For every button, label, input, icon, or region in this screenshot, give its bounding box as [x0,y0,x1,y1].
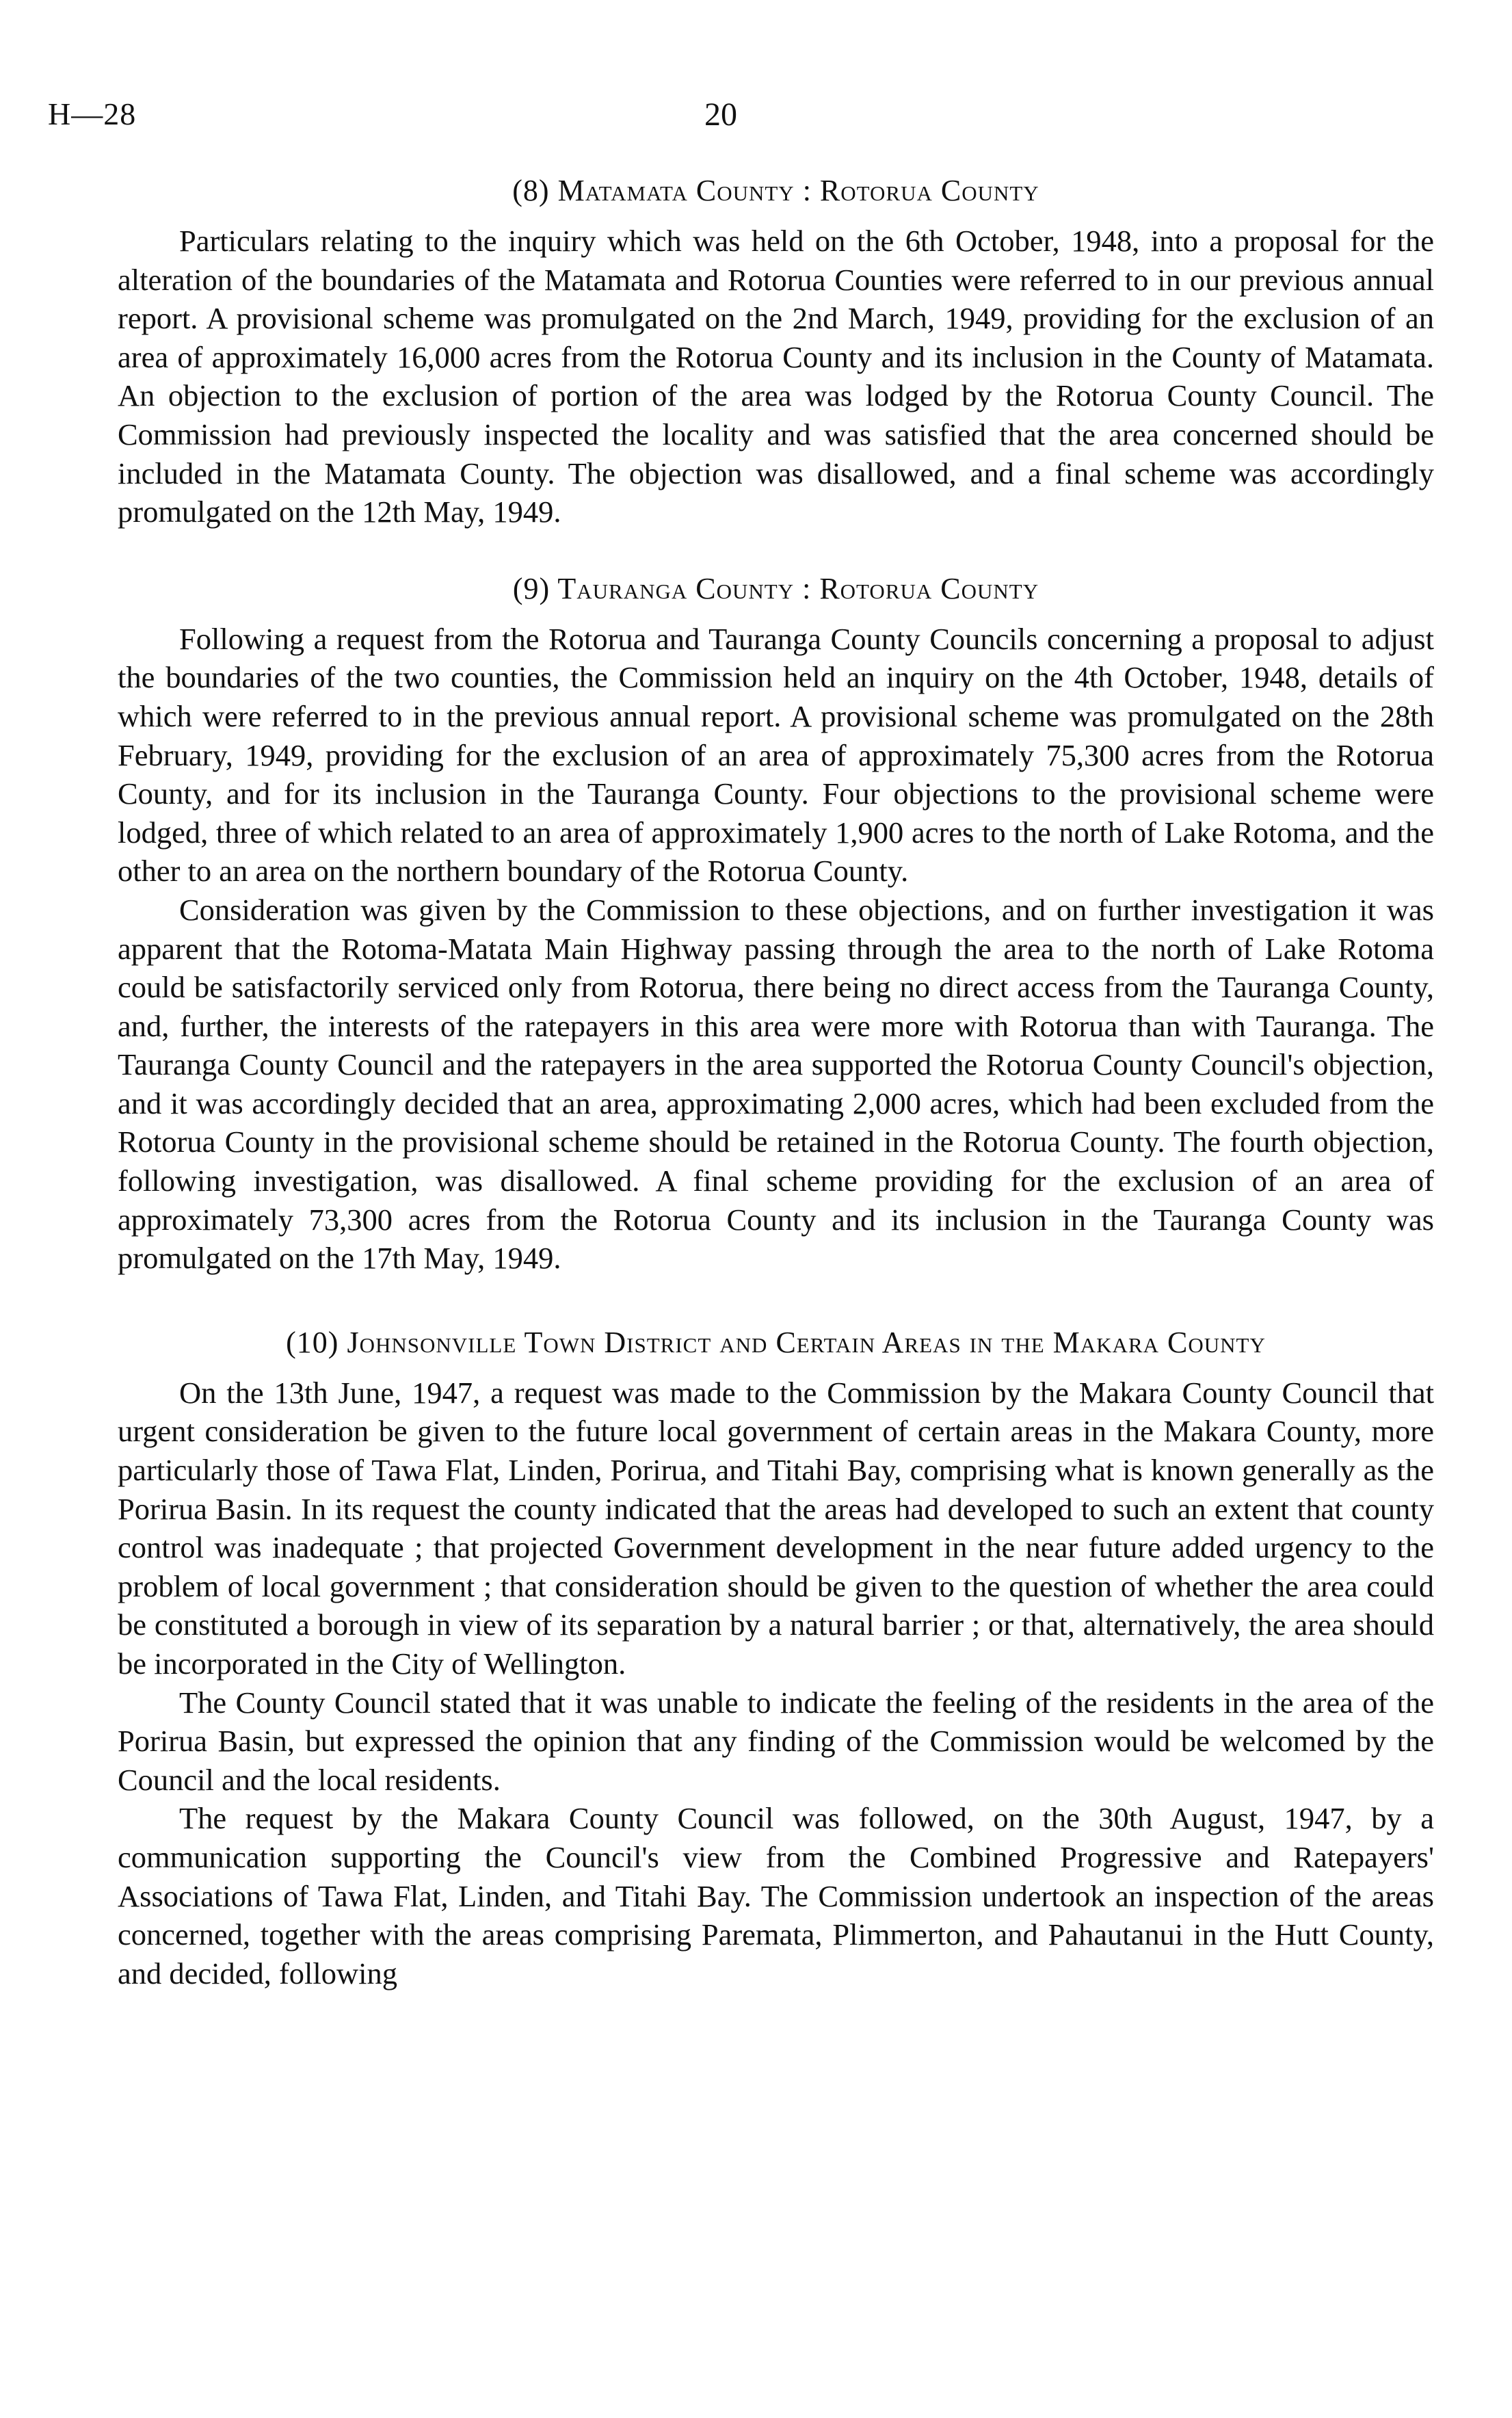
paragraph: On the 13th June, 1947, a request was made to the Commission by the Makara County Council that urgent consideration be given to the future local government of certain areas in the Makara County, more particularly those of Tawa Flat, Linden, Porirua, and Titahi Bay, comprising what is known generally as the Porirua Basin. In its request the county indicated that the areas had developed to such an extent that county control was inadequate ; that projected Government development in the near future added urgency to the problem of local government ; that consideration should be given to the question of whether the area could be constituted a borough in view of its separation by a natural barrier ; or that, alternatively, the area should be incorporated in the City of Wellington. [118,1375,1434,1681]
paragraph: The County Council stated that it was unable to indicate the feeling of the residents in the area of the Porirua Basin, but expressed the opinion that any finding of the Commission would be welcomed by the Council and the local residents. [118,1685,1434,1797]
page-reference: H—28 [48,96,137,131]
section-heading: (10) Johnsonville Town District and Certain Areas in the Makara County [286,1325,1266,1359]
section-heading: (9) Tauranga County : Rotorua County [512,571,1039,605]
page-number: 20 [704,96,737,133]
section-tauranga-rotorua [118,569,1434,1278]
paragraph: Consideration was given by the Commission to these objections, and on further investigation it was apparent that the Rotoma-Matata Main Highway passing through the area to the north of Lake Rotoma could be satisfactorily serviced only from Rotorua, there being no direct access from the Tauranga County, and, further, the interests of the ratepayers in this area were more with Rotorua than with Tauranga. The Tauranga County Council and the ratepayers in the area supported the Rotorua County Council's objection, and it was accordingly decided that an area, approximating 2,000 acres, which had been excluded from the Rotorua County in the provisional scheme should be retained in the Rotorua County. The fourth objection, following investigation, was disallowed. A final scheme providing for the exclusion of an area of approximately 73,300 acres from the Rotorua County and its inclusion in the Tauranga County was promulgated on the 17th May, 1949. [118,892,1434,1276]
section-heading: (8) Matamata County : Rotorua County [512,174,1039,207]
section-matamata-rotorua [118,171,1434,531]
document-body [118,171,1434,1993]
paragraph: Particulars relating to the inquiry which was held on the 6th October, 1948, into a proposal for the alteration of the boundaries of the Matamata and Rotorua Counties were referred to in our previous annual report. A provisional scheme was promulgated on the 2nd March, 1949, providing for the exclusion of an area of approximately 16,000 acres from the Rotorua County and its inclusion in the County of Matamata. An objection to the exclusion of portion of the area was lodged by the Rotorua County Council. The Commission had previously inspected the locality and was satisfied that the area concerned should be included in the Matamata County. The objection was disallowed, and a final scheme was accordingly promulgated on the 12th May, 1949. [118,224,1434,529]
paragraph: The request by the Makara County Council was followed, on the 30th August, 1947, by a communication supporting the Council's view from the Combined Progressive and Ratepayers' Associations of Tawa Flat, Linden, and Titahi Bay. The Commission undertook an inspection of the areas concerned, together with the areas comprising Paremata, Plimmerton, and Pahautanui in the Hutt County, and decided, following [118,1801,1434,1990]
section-johnsonville-makara [118,1323,1434,1993]
paragraph: Following a request from the Rotorua and Tauranga County Councils concerning a proposal to adjust the boundaries of the two counties, the Commission held an inquiry on the 4th October, 1948, details of which were referred to in the previous annual report. A provisional scheme was promulgated on the 28th February, 1949, providing for the exclusion of an area of approximately 75,300 acres from the Rotorua County, and for its inclusion in the Tauranga County. Four objections to the provisional scheme were lodged, three of which related to an area of approximately 1,900 acres to the north of Lake Rotoma, and the other to an area on the northern boundary of the Rotorua County. [118,621,1434,889]
